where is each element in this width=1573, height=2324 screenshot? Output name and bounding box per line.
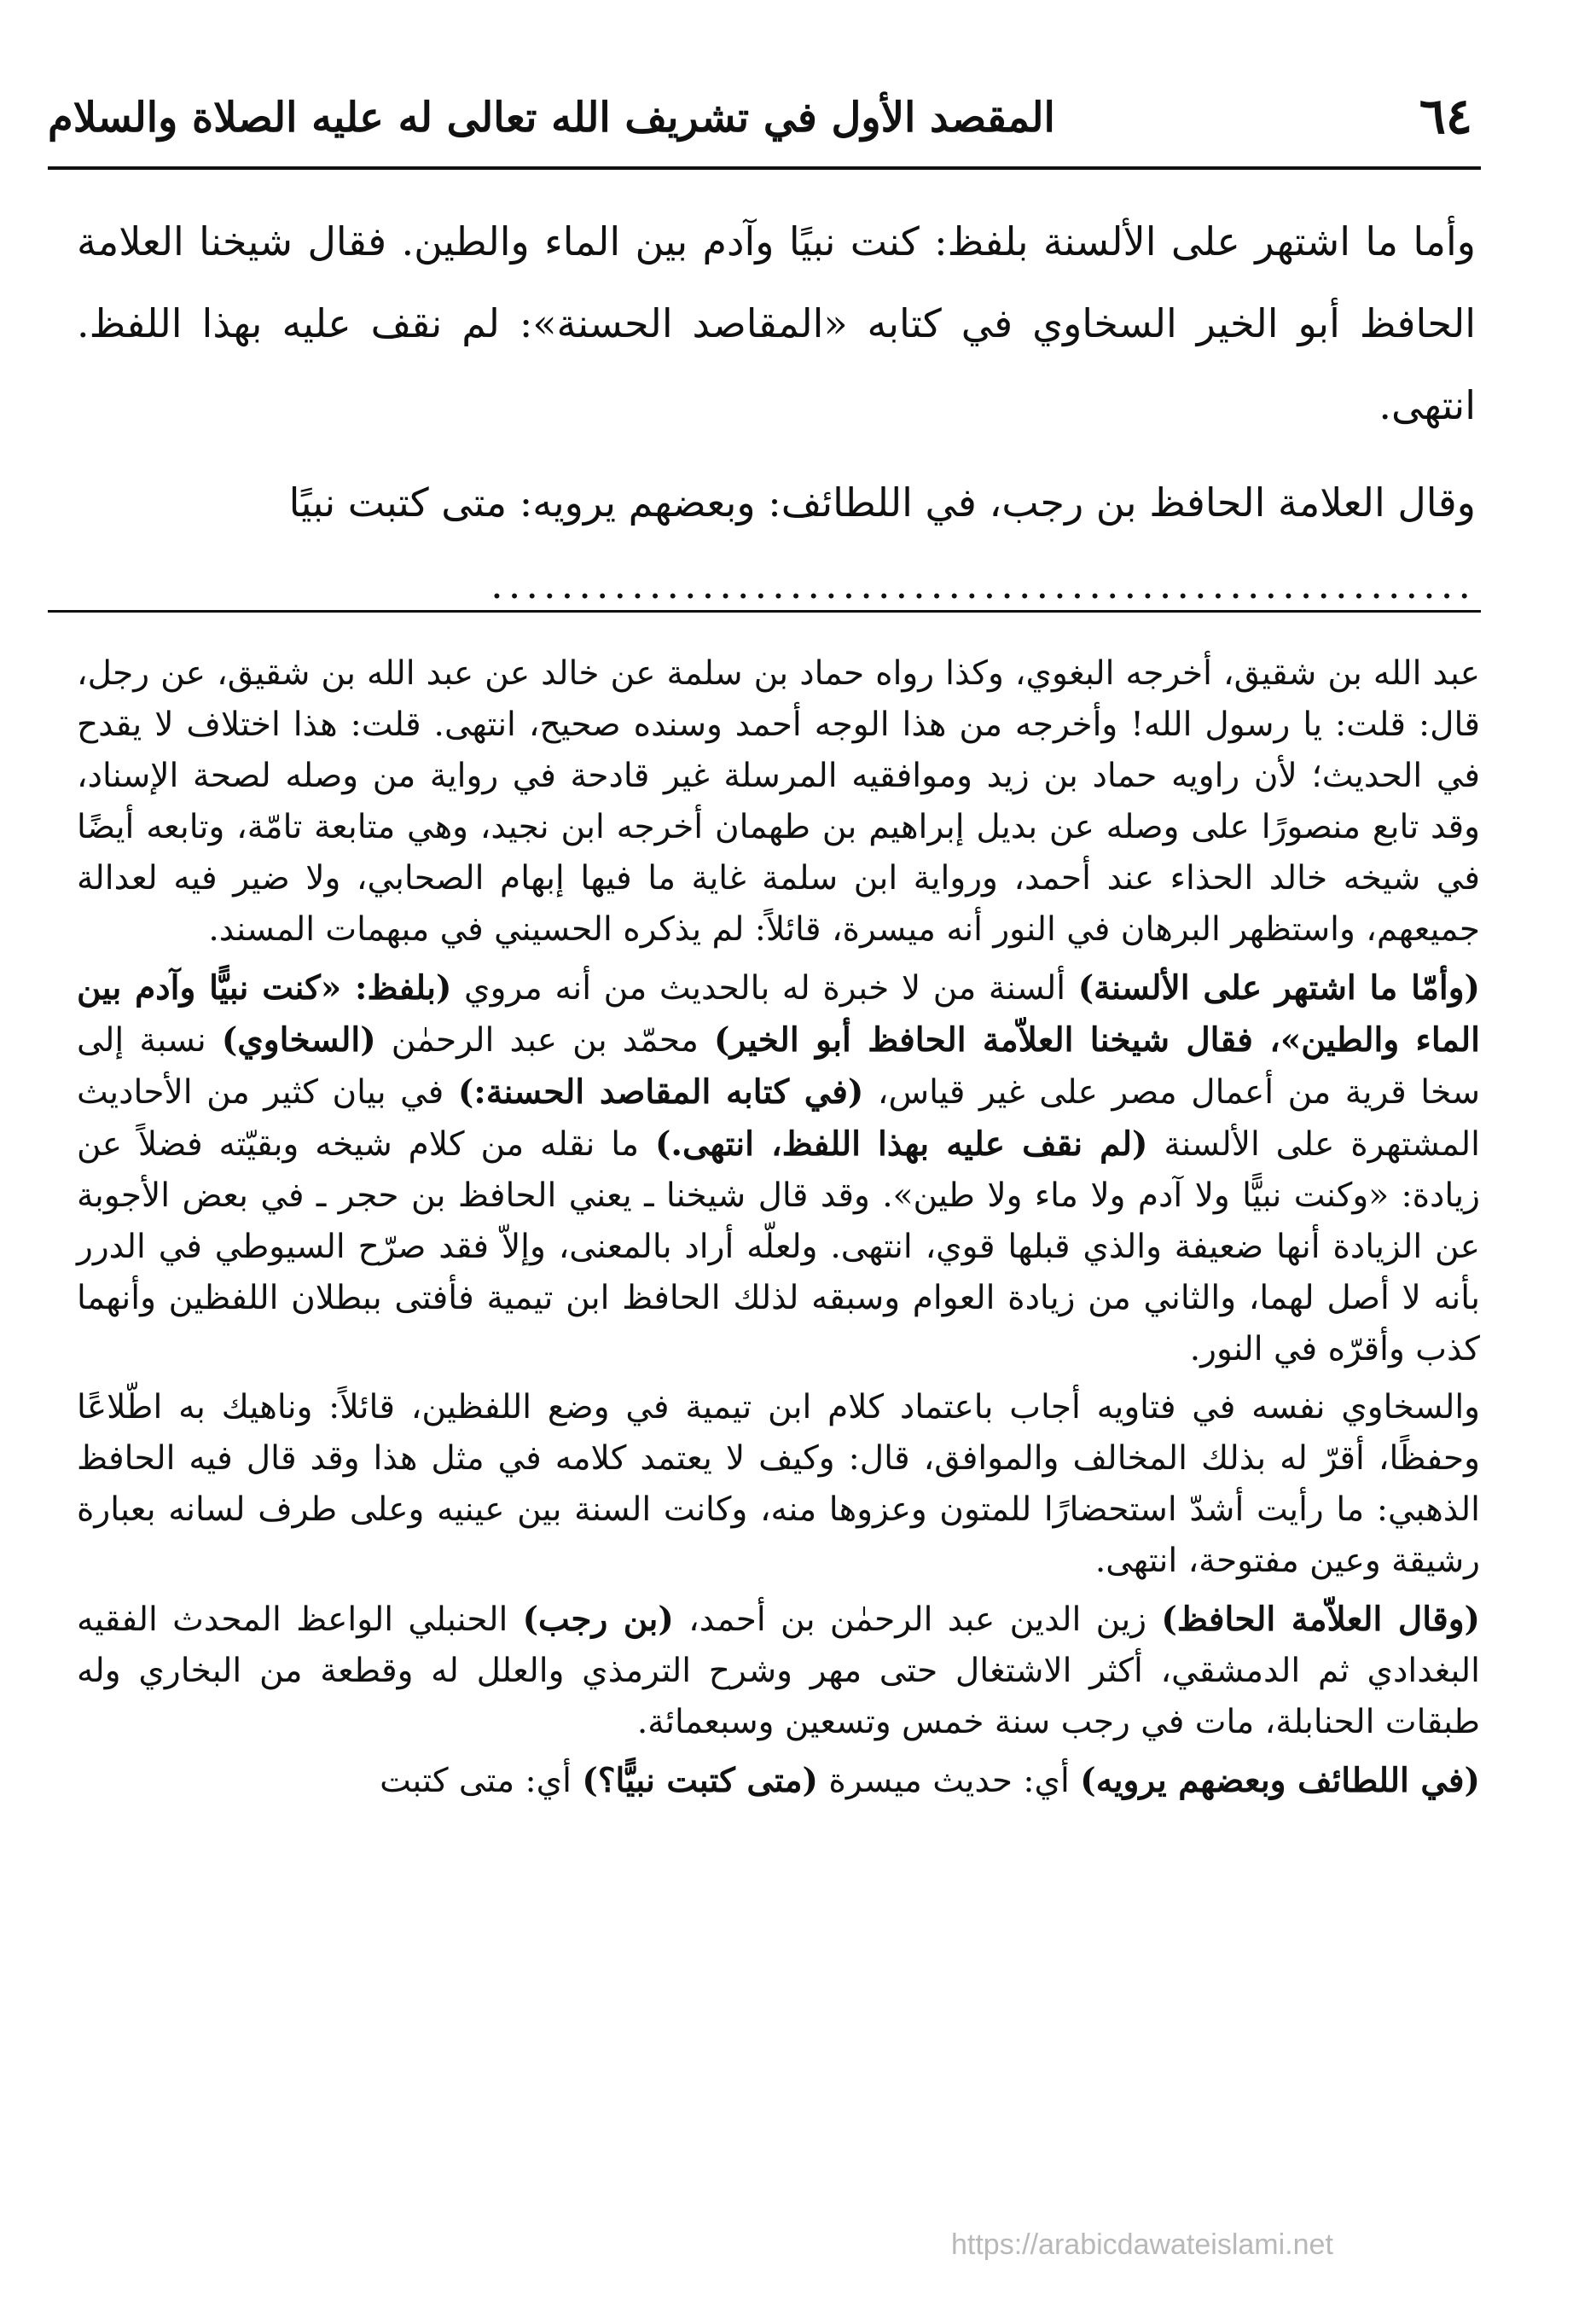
main-text-paragraph-2-text: وقال العلامة الحافظ بن رجب، في اللطائف: وبعضهم يرويه: متى كتبت نبيًا <box>288 479 1476 526</box>
section-divider <box>48 610 1481 613</box>
page-header <box>48 82 1481 159</box>
quoted-phrase: (بلفظ: «كنت نبيًّا وآدم بين الماء والطين»، فقال شيخنا العلاّمة الحافظ أبو الخير) <box>77 968 1480 1060</box>
quoted-phrase: (متى كتبت نبيًّا؟) <box>582 1761 819 1800</box>
commentary-text-run: محمّد بن عبد الرحمٰن <box>375 1021 715 1060</box>
commentary-paragraph-4 <box>77 1594 1480 1748</box>
commentary-text-run: نسبة إلى سخا قرية من أعمال مصر على غير قياس، <box>77 1021 1481 1112</box>
quoted-phrase: (وأمّا ما اشتهر على الألسنة) <box>1077 968 1481 1008</box>
commentary-paragraph-1: عبد الله بن شقيق، أخرجه البغوي، وكذا رواه حماد بن سلمة عن خالد عن عبد الله بن شقيق، عن رجل، قال: قلت: يا رسول الله! وأخرجه من هذا الوجه أحمد وسنده صحيح، انتهى. قلت: هذا اختلاف لا يقدح في الحديث؛ لأن راويه حماد بن زيد وموافقيه المرسلة غير قادحة في رواية من وصله لصحة الإسناد، وقد تابع منصورًا على وصله عن بديل إبراهيم بن طهمان أخرجه ابن نجيد، وهي متابعة تامّة، وتابعه أيضًا في شيخه خالد الحذاء عند أحمد، ورواية ابن سلمة غاية ما فيها إبهام الصحابي، ولا ضير فيه لعدالة جميعهم، واستظهر البرهان في النور أنه ميسرة، قائلاً: لم يذكره الحسيني في مبهمات المسند. <box>77 654 1480 949</box>
commentary-paragraph-3: والسخاوي نفسه في فتاويه أجاب باعتماد كلام ابن تيمية في وضع اللفظين، قائلاً: وناهيك به اطّلاعًا وحفظًا، أقرّ له بذلك المخالف والموافق، قال: وكيف لا يعتمد كلامه في مثل هذا وقد قال فيه الحافظ الذهبي: ما رأيت أشدّ استحضارًا للمتون وعزوها منه، وكانت السنة بين عينيه وعلى طرف لسانه بعبارة رشيقة وعين مفتوحة، انتهى. <box>77 1388 1480 1580</box>
commentary-text-run: زين الدين عبد الرحمٰن بن أحمد، <box>673 1601 1162 1639</box>
commentary-text-run: ما نقله من كلام شيخه وبقيّته فضلاً عن زيادة: «وكنت نبيًّا ولا آدم ولا ماء ولا طين». وقد قال شيخنا ـ يعني الحافظ بن حجر ـ في بعض الأجوبة عن الزيادة أنها ضعيفة والذي قبلها قوي، انتهى. ولعلّه أراد بالمعنى، وإلاّ فقد صرّح السيوطي في الدرر بأنه لا أصل لهما، والثاني من زيادة العوام وسبقه لذلك الحافظ ابن تيمية فأفتى ببطلان اللفظين وأنهما كذب وأقرّه في النور. <box>77 1125 1480 1368</box>
commentary-text-run: أي: حديث ميسرة <box>818 1762 1081 1800</box>
commentary-text-run: ألسنة من لا خبرة له بالحديث من أنه مروي <box>451 969 1078 1008</box>
commentary-paragraph-2 <box>77 962 1480 1375</box>
main-text-paragraph-1: وأما ما اشتهر على الألسنة بلفظ: كنت نبيًا وآدم بين الماء والطين. فقال شيخنا العلامة الحافظ أبو الخير السخاوي في كتابه «المقاصد الحسنة»: لم نقف عليه بهذا اللفظ. انتهى. <box>77 218 1476 428</box>
main-text <box>77 200 1476 625</box>
commentary-paragraph-5 <box>77 1755 1480 1807</box>
watermark-url: https://arabicdawateislami.net <box>951 2228 1333 2261</box>
quoted-phrase: (لم نقف عليه بهذا اللفظ، انتهى.) <box>654 1124 1148 1164</box>
main-text-paragraph-2 <box>77 462 1476 625</box>
page-number: ٦٤ <box>1419 87 1472 145</box>
running-title: المقصد الأول في تشريف الله تعالى له عليه الصلاة والسلام <box>48 94 1055 142</box>
header-rule <box>48 166 1481 170</box>
ellipsis-dots: ........................................................ <box>490 561 1476 607</box>
commentary-text-run: في بيان كثير من الأحاديث المشتهرة على الألسنة <box>77 1073 1481 1164</box>
quoted-phrase: (في كتابه المقاصد الحسنة:) <box>457 1072 864 1112</box>
commentary-text-run: الحنبلي الواعظ المحدث الفقيه البغدادي ثم الدمشقي، أكثر الاشتغال حتى مهر وشرح الترمذي والعلل له وقطعة من البخاري وله طبقات الحنابلة، مات في رجب سنة خمس وتسعين وسبعمائة. <box>77 1601 1480 1741</box>
commentary-text <box>77 648 1480 1807</box>
commentary-text-run: أي: متى كتبت <box>380 1762 583 1800</box>
quoted-phrase: (بن رجب) <box>522 1600 674 1639</box>
quoted-phrase: (السخاوي) <box>221 1020 376 1060</box>
quoted-phrase: (وقال العلاّمة الحافظ) <box>1161 1600 1481 1639</box>
quoted-phrase: (في اللطائف وبعضهم يرويه) <box>1080 1761 1480 1800</box>
